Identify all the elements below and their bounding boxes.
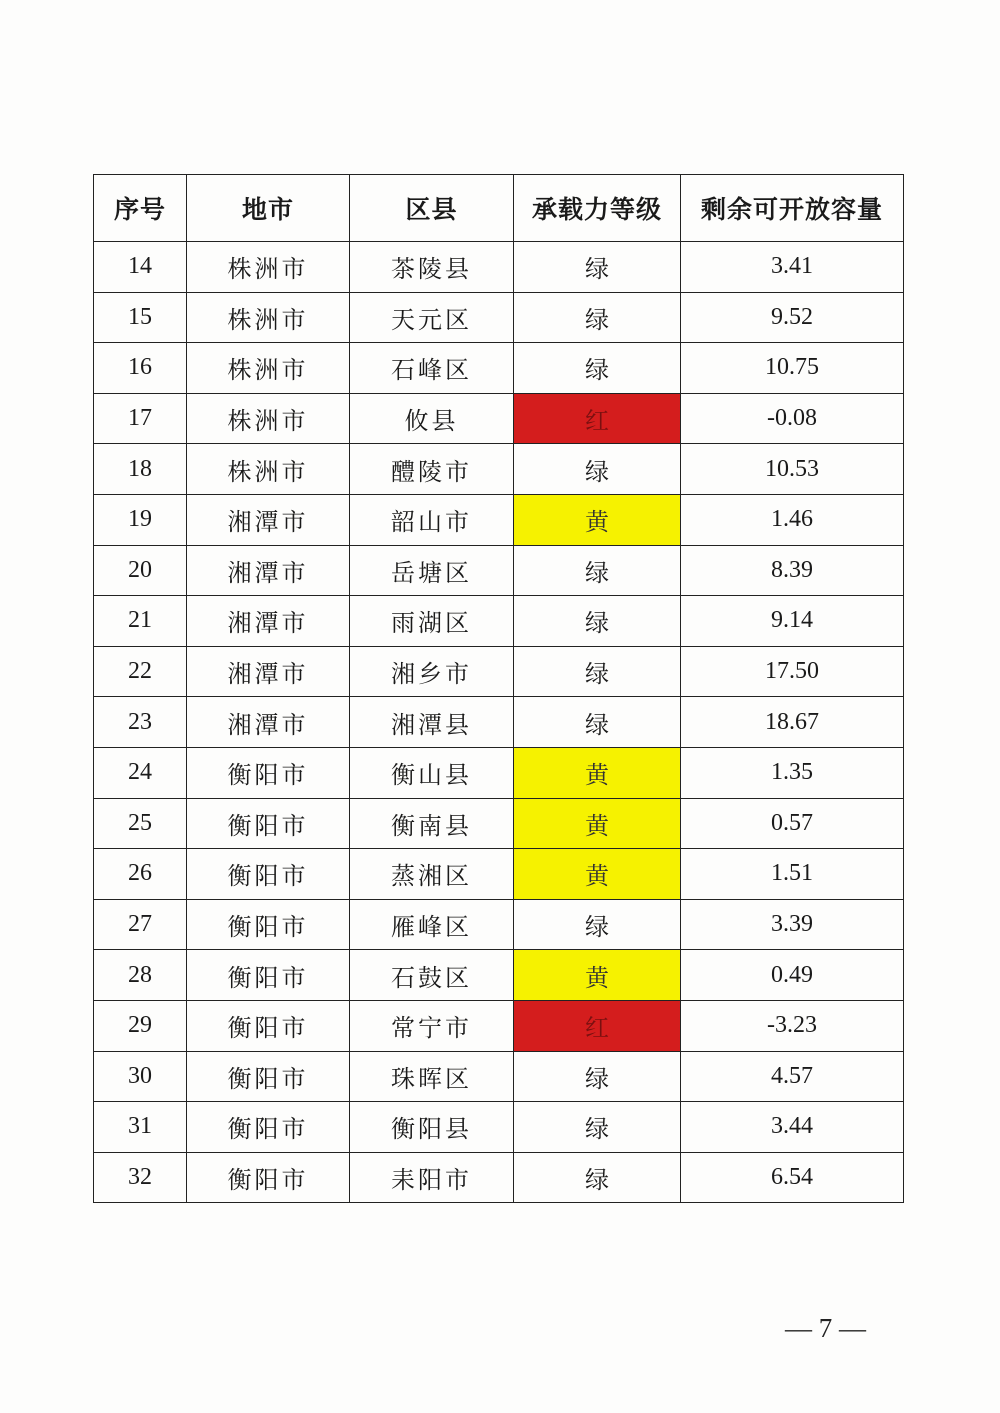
cell-capacity-level: 绿 — [514, 1152, 681, 1203]
cell-capacity-level: 绿 — [514, 596, 681, 647]
cell-serial-number: 20 — [94, 545, 187, 596]
cell-county: 岳塘区 — [350, 545, 514, 596]
cell-city: 湘潭市 — [187, 494, 350, 545]
cell-city: 株洲市 — [187, 343, 350, 394]
cell-city: 衡阳市 — [187, 899, 350, 950]
cell-remaining-capacity: 6.54 — [681, 1152, 904, 1203]
cell-serial-number: 30 — [94, 1051, 187, 1102]
cell-serial-number: 23 — [94, 697, 187, 748]
cell-serial-number: 25 — [94, 798, 187, 849]
table-row — [94, 798, 904, 849]
cell-city: 衡阳市 — [187, 950, 350, 1001]
cell-county: 雁峰区 — [350, 899, 514, 950]
table-row — [94, 494, 904, 545]
cell-city: 衡阳市 — [187, 1051, 350, 1102]
cell-serial-number: 15 — [94, 292, 187, 343]
cell-capacity-level: 绿 — [514, 242, 681, 293]
table-row — [94, 1102, 904, 1153]
cell-capacity-level: 绿 — [514, 545, 681, 596]
cell-county: 珠晖区 — [350, 1051, 514, 1102]
cell-remaining-capacity: 0.57 — [681, 798, 904, 849]
cell-serial-number: 24 — [94, 747, 187, 798]
cell-remaining-capacity: 10.53 — [681, 444, 904, 495]
cell-capacity-level: 绿 — [514, 1051, 681, 1102]
cell-city: 湘潭市 — [187, 697, 350, 748]
table-body — [94, 242, 904, 1203]
cell-capacity-level: 绿 — [514, 899, 681, 950]
cell-capacity-level: 黄 — [514, 798, 681, 849]
cell-city: 衡阳市 — [187, 747, 350, 798]
header-capacity-level: 承载力等级 — [514, 175, 681, 242]
table-row — [94, 697, 904, 748]
header-city: 地市 — [187, 175, 350, 242]
cell-county: 茶陵县 — [350, 242, 514, 293]
cell-serial-number: 22 — [94, 646, 187, 697]
cell-county: 衡山县 — [350, 747, 514, 798]
cell-serial-number: 26 — [94, 849, 187, 900]
cell-county: 蒸湘区 — [350, 849, 514, 900]
header-remaining-capacity: 剩余可开放容量 — [681, 175, 904, 242]
table-row — [94, 545, 904, 596]
cell-remaining-capacity: 3.44 — [681, 1102, 904, 1153]
cell-serial-number: 17 — [94, 393, 187, 444]
cell-city: 衡阳市 — [187, 1000, 350, 1051]
cell-county: 石峰区 — [350, 343, 514, 394]
cell-city: 湘潭市 — [187, 596, 350, 647]
cell-county: 攸县 — [350, 393, 514, 444]
cell-serial-number: 19 — [94, 494, 187, 545]
cell-remaining-capacity: 1.46 — [681, 494, 904, 545]
table-row — [94, 747, 904, 798]
cell-remaining-capacity: 1.51 — [681, 849, 904, 900]
cell-city: 湘潭市 — [187, 646, 350, 697]
table-row — [94, 899, 904, 950]
cell-city: 株洲市 — [187, 242, 350, 293]
cell-city: 衡阳市 — [187, 1102, 350, 1153]
cell-serial-number: 31 — [94, 1102, 187, 1153]
table-row — [94, 646, 904, 697]
header-serial-number: 序号 — [94, 175, 187, 242]
cell-city: 株洲市 — [187, 444, 350, 495]
cell-county: 醴陵市 — [350, 444, 514, 495]
cell-city: 衡阳市 — [187, 1152, 350, 1203]
cell-city: 株洲市 — [187, 292, 350, 343]
table-row — [94, 242, 904, 293]
cell-remaining-capacity: 3.41 — [681, 242, 904, 293]
cell-remaining-capacity: 0.49 — [681, 950, 904, 1001]
cell-serial-number: 32 — [94, 1152, 187, 1203]
cell-serial-number: 18 — [94, 444, 187, 495]
cell-capacity-level: 黄 — [514, 849, 681, 900]
cell-serial-number: 21 — [94, 596, 187, 647]
cell-capacity-level: 绿 — [514, 1102, 681, 1153]
cell-capacity-level: 黄 — [514, 950, 681, 1001]
cell-remaining-capacity: 3.39 — [681, 899, 904, 950]
cell-capacity-level: 绿 — [514, 292, 681, 343]
cell-capacity-level: 绿 — [514, 697, 681, 748]
cell-serial-number: 16 — [94, 343, 187, 394]
cell-remaining-capacity: 8.39 — [681, 545, 904, 596]
cell-serial-number: 14 — [94, 242, 187, 293]
cell-capacity-level: 绿 — [514, 646, 681, 697]
cell-capacity-level: 绿 — [514, 444, 681, 495]
cell-capacity-level: 红 — [514, 393, 681, 444]
table-row — [94, 1051, 904, 1102]
table-row — [94, 1152, 904, 1203]
table-row — [94, 343, 904, 394]
cell-city: 湘潭市 — [187, 545, 350, 596]
table-row — [94, 393, 904, 444]
cell-capacity-level: 绿 — [514, 343, 681, 394]
cell-county: 衡南县 — [350, 798, 514, 849]
cell-remaining-capacity: 1.35 — [681, 747, 904, 798]
cell-serial-number: 27 — [94, 899, 187, 950]
cell-city: 株洲市 — [187, 393, 350, 444]
cell-county: 湘乡市 — [350, 646, 514, 697]
cell-city: 衡阳市 — [187, 798, 350, 849]
table-header-row — [94, 175, 904, 242]
cell-county: 石鼓区 — [350, 950, 514, 1001]
cell-remaining-capacity: 9.52 — [681, 292, 904, 343]
cell-remaining-capacity: -3.23 — [681, 1000, 904, 1051]
cell-county: 雨湖区 — [350, 596, 514, 647]
cell-capacity-level: 黄 — [514, 494, 681, 545]
cell-remaining-capacity: 9.14 — [681, 596, 904, 647]
cell-county: 湘潭县 — [350, 697, 514, 748]
table-row — [94, 1000, 904, 1051]
cell-county: 韶山市 — [350, 494, 514, 545]
cell-remaining-capacity: -0.08 — [681, 393, 904, 444]
page-number: — 7 — — [785, 1313, 866, 1343]
cell-remaining-capacity: 17.50 — [681, 646, 904, 697]
cell-county: 天元区 — [350, 292, 514, 343]
cell-serial-number: 29 — [94, 1000, 187, 1051]
cell-county: 常宁市 — [350, 1000, 514, 1051]
cell-remaining-capacity: 4.57 — [681, 1051, 904, 1102]
capacity-table — [93, 174, 904, 1203]
table-row — [94, 596, 904, 647]
cell-capacity-level: 红 — [514, 1000, 681, 1051]
cell-remaining-capacity: 10.75 — [681, 343, 904, 394]
table-row — [94, 292, 904, 343]
cell-remaining-capacity: 18.67 — [681, 697, 904, 748]
table-row — [94, 849, 904, 900]
cell-city: 衡阳市 — [187, 849, 350, 900]
cell-county: 衡阳县 — [350, 1102, 514, 1153]
cell-capacity-level: 黄 — [514, 747, 681, 798]
table-row — [94, 950, 904, 1001]
table-row — [94, 444, 904, 495]
cell-serial-number: 28 — [94, 950, 187, 1001]
cell-county: 耒阳市 — [350, 1152, 514, 1203]
header-county: 区县 — [350, 175, 514, 242]
